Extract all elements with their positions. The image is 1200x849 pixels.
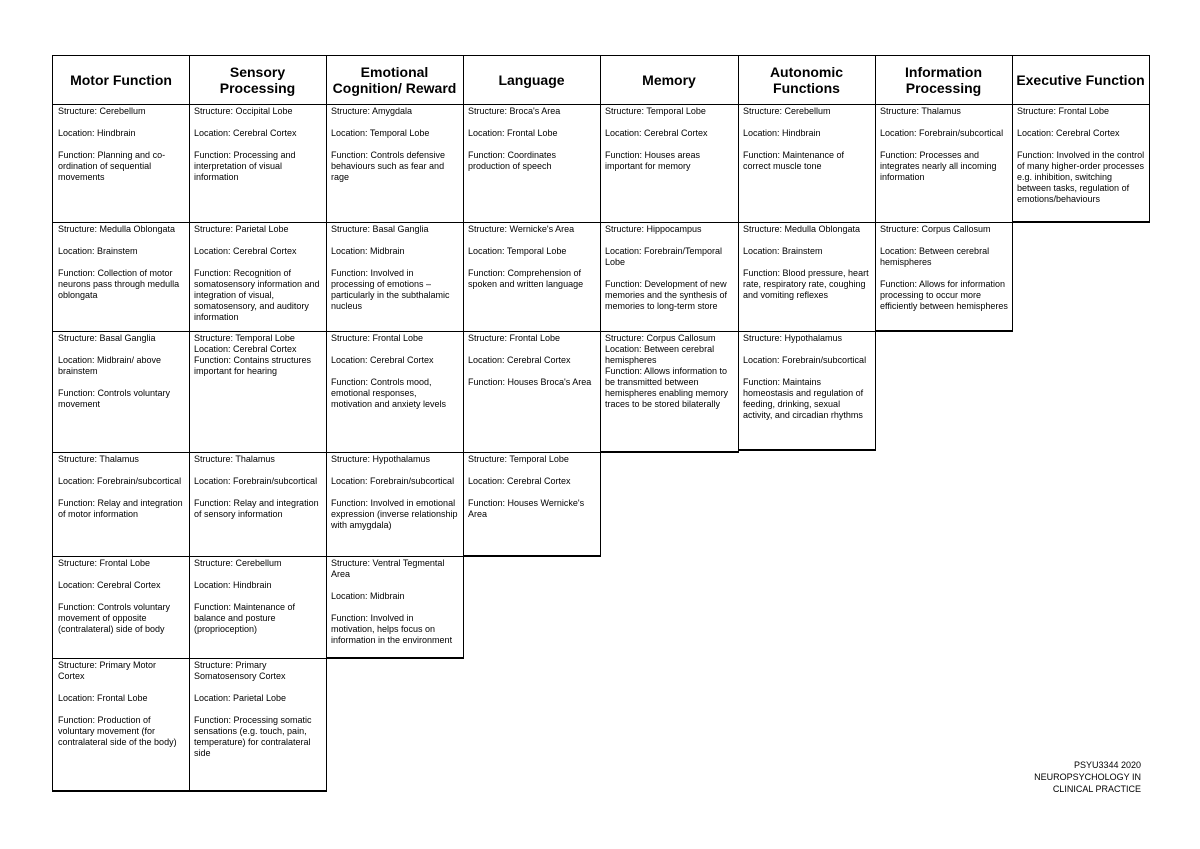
cell-function: Function: Production of voluntary movement (for contralateral side of the body)	[58, 715, 177, 747]
cell-structure: Structure: Parietal Lobe	[194, 224, 289, 234]
cell-function: Function: Houses Wernicke's Area	[468, 498, 585, 519]
course-title-line-2: CLINICAL PRACTICE	[1052, 784, 1141, 794]
cell-structure: Structure: Thalamus	[194, 454, 275, 464]
column-header-sensory-processing: Sensory Processing	[189, 55, 327, 105]
table-cell	[738, 331, 876, 451]
table-cell	[875, 104, 1013, 223]
cell-structure: Structure: Corpus Callosum Location: Between cerebral hemispheres Function: Allows information to be transmitted between hemispheres enabling memory traces to be stored bilaterally	[605, 333, 729, 409]
table-cell	[52, 331, 190, 453]
cell-location: Location: Cerebral Cortex	[605, 128, 708, 138]
table-cell	[326, 222, 464, 332]
table-cell	[463, 331, 601, 453]
cell-structure: Structure: Wernicke's Area	[468, 224, 575, 234]
table-cell	[600, 104, 739, 223]
cell-structure: Structure: Primary Somatosensory Cortex	[194, 660, 286, 681]
cell-structure: Structure: Hypothalamus	[331, 454, 431, 464]
table-cell	[326, 556, 464, 659]
cell-location: Location: Cerebral Cortex	[194, 246, 297, 256]
cell-function: Function: Relay and integration of sensory information	[194, 498, 319, 519]
cell-structure: Structure: Temporal Lobe	[605, 106, 706, 116]
cell-location: Location: Forebrain/subcortical	[743, 355, 867, 365]
cell-structure: Structure: Medulla Oblongata	[58, 224, 176, 234]
cell-location: Location: Midbrain	[331, 591, 405, 601]
cell-location: Location: Hindbrain	[194, 580, 272, 590]
cell-structure: Structure: Cerebellum	[743, 106, 831, 116]
cell-function: Function: Relay and integration of motor information	[58, 498, 183, 519]
column-header-language: Language	[463, 55, 601, 105]
cell-function: Function: Involved in processing of emotions – particularly in the subthalamic nucleus	[331, 268, 450, 311]
cell-location: Location: Cerebral Cortex	[468, 476, 571, 486]
cell-structure: Structure: Ventral Tegmental Area	[331, 558, 445, 579]
cell-structure: Structure: Primary Motor Cortex	[58, 660, 157, 681]
cell-function: Function: Controls voluntary movement	[58, 388, 171, 409]
cell-structure: Structure: Frontal Lobe	[468, 333, 561, 343]
table-cell	[189, 452, 327, 557]
cell-structure: Structure: Hypothalamus	[743, 333, 843, 343]
cell-location: Location: Forebrain/Temporal Lobe	[605, 246, 723, 267]
cell-function: Function: Maintains homeostasis and regulation of feeding, drinking, sexual activity, and circadian rhythms	[743, 377, 864, 420]
cell-function: Function: Involved in emotional expression (inverse relationship with amygdala)	[331, 498, 458, 530]
cell-structure: Structure: Amygdala	[331, 106, 413, 116]
cell-location: Location: Hindbrain	[743, 128, 821, 138]
column-header-autonomic-functions: Autonomic Functions	[738, 55, 876, 105]
table-cell	[600, 331, 739, 453]
cell-function: Function: Controls defensive behaviours such as fear and rage	[331, 150, 446, 182]
table-cell	[1012, 104, 1150, 223]
table-cell	[463, 452, 601, 557]
cell-location: Location: Temporal Lobe	[468, 246, 567, 256]
table-cell	[875, 222, 1013, 332]
table-cell	[52, 556, 190, 659]
cell-function: Function: Comprehension of spoken and written language	[468, 268, 584, 289]
cell-function: Function: Planning and co-ordination of sequential movements	[58, 150, 166, 182]
column-header-information-processing: Information Processing	[875, 55, 1013, 105]
cell-structure: Structure: Corpus Callosum	[880, 224, 991, 234]
cell-function: Function: Processes and integrates nearly all incoming information	[880, 150, 997, 182]
table-cell	[326, 104, 464, 223]
cell-function: Function: Allows for information processing to occur more efficiently between hemispheres	[880, 279, 1008, 311]
table-cell	[189, 104, 327, 223]
cell-location: Location: Cerebral Cortex	[194, 128, 297, 138]
table-cell	[463, 104, 601, 223]
cell-location: Location: Midbrain	[331, 246, 405, 256]
cell-location: Location: Cerebral Cortex	[58, 580, 161, 590]
cell-structure: Structure: Occipital Lobe	[194, 106, 293, 116]
cell-function: Function: Controls voluntary movement of opposite (contralateral) side of body	[58, 602, 171, 634]
cell-structure: Structure: Basal Ganglia	[58, 333, 156, 343]
cell-structure: Structure: Temporal Lobe Location: Cerebral Cortex Function: Contains structures important for hearing	[194, 333, 312, 376]
cell-location: Location: Cerebral Cortex	[1017, 128, 1120, 138]
table-cell	[326, 452, 464, 557]
cell-function: Function: Houses Broca's Area	[468, 377, 592, 387]
cell-structure: Structure: Thalamus	[880, 106, 961, 116]
column-header-emotional-cognition-reward: Emotional Cognition/ Reward	[326, 55, 464, 105]
cell-structure: Structure: Hippocampus	[605, 224, 702, 234]
table-cell	[326, 331, 464, 453]
table-cell	[463, 222, 601, 332]
cell-location: Location: Brainstem	[58, 246, 138, 256]
cell-location: Location: Parietal Lobe	[194, 693, 287, 703]
cell-function: Function: Involved in the control of many higher-order processes e.g. inhibition, switching between tasks, regulation of emotions/behaviours	[1017, 150, 1145, 204]
table-cell	[189, 331, 327, 453]
cell-function: Function: Development of new memories and the synthesis of memories to long-term store	[605, 279, 728, 311]
cell-location: Location: Midbrain/ above brainstem	[58, 355, 162, 376]
cell-structure: Structure: Broca's Area	[468, 106, 561, 116]
cell-structure: Structure: Cerebellum	[194, 558, 282, 568]
cell-location: Location: Frontal Lobe	[468, 128, 558, 138]
cell-structure: Structure: Frontal Lobe	[1017, 106, 1110, 116]
course-title-line-1: NEUROPSYCHOLOGY IN	[1034, 772, 1141, 782]
cell-function: Function: Houses areas important for memory	[605, 150, 701, 171]
cell-function: Function: Blood pressure, heart rate, respiratory rate, coughing and vomiting reflexes	[743, 268, 869, 300]
cell-structure: Structure: Temporal Lobe	[468, 454, 569, 464]
cell-location: Location: Forebrain/subcortical	[331, 476, 455, 486]
cell-structure: Structure: Basal Ganglia	[331, 224, 429, 234]
cell-location: Location: Forebrain/subcortical	[194, 476, 318, 486]
table-cell	[52, 104, 190, 223]
cell-structure: Structure: Thalamus	[58, 454, 139, 464]
cell-location: Location: Cerebral Cortex	[468, 355, 571, 365]
table-cell	[189, 658, 327, 792]
column-header-memory: Memory	[600, 55, 739, 105]
table-cell	[738, 222, 876, 332]
cell-location: Location: Forebrain/subcortical	[58, 476, 182, 486]
cell-function: Function: Recognition of somatosensory information and integration of visual, somatosensory, and auditory information	[194, 268, 320, 322]
column-header-motor-function: Motor Function	[52, 55, 190, 105]
cell-structure: Structure: Frontal Lobe	[331, 333, 424, 343]
cell-location: Location: Cerebral Cortex	[331, 355, 434, 365]
cell-function: Function: Controls mood, emotional responses, motivation and anxiety levels	[331, 377, 447, 409]
cell-structure: Structure: Cerebellum	[58, 106, 146, 116]
cell-structure: Structure: Medulla Oblongata	[743, 224, 861, 234]
cell-location: Location: Temporal Lobe	[331, 128, 430, 138]
table-cell	[52, 222, 190, 332]
course-code: PSYU3344 2020	[1073, 760, 1141, 770]
table-cell	[738, 104, 876, 223]
cell-location: Location: Brainstem	[743, 246, 823, 256]
table-cell	[189, 556, 327, 659]
table-cell	[189, 222, 327, 332]
table-cell	[52, 658, 190, 792]
column-header-executive-function: Executive Function	[1012, 55, 1150, 105]
document-footer	[1034, 759, 1141, 795]
cell-function: Function: Coordinates production of speech	[468, 150, 557, 171]
cell-location: Location: Between cerebral hemispheres	[880, 246, 990, 267]
cell-function: Function: Involved in motivation, helps focus on information in the environment	[331, 613, 453, 645]
cell-function: Function: Processing and interpretation of visual information	[194, 150, 296, 182]
cell-function: Function: Maintenance of correct muscle tone	[743, 150, 845, 171]
cell-function: Function: Maintenance of balance and posture (proprioception)	[194, 602, 296, 634]
cell-location: Location: Frontal Lobe	[58, 693, 148, 703]
table-cell	[52, 452, 190, 557]
cell-structure: Structure: Frontal Lobe	[58, 558, 151, 568]
cell-location: Location: Forebrain/subcortical	[880, 128, 1004, 138]
cell-function: Function: Processing somatic sensations (e.g. touch, pain, temperature) for contralateral side	[194, 715, 312, 758]
cell-location: Location: Hindbrain	[58, 128, 136, 138]
table-cell	[600, 222, 739, 332]
cell-function: Function: Collection of motor neurons pass through medulla oblongata	[58, 268, 180, 300]
